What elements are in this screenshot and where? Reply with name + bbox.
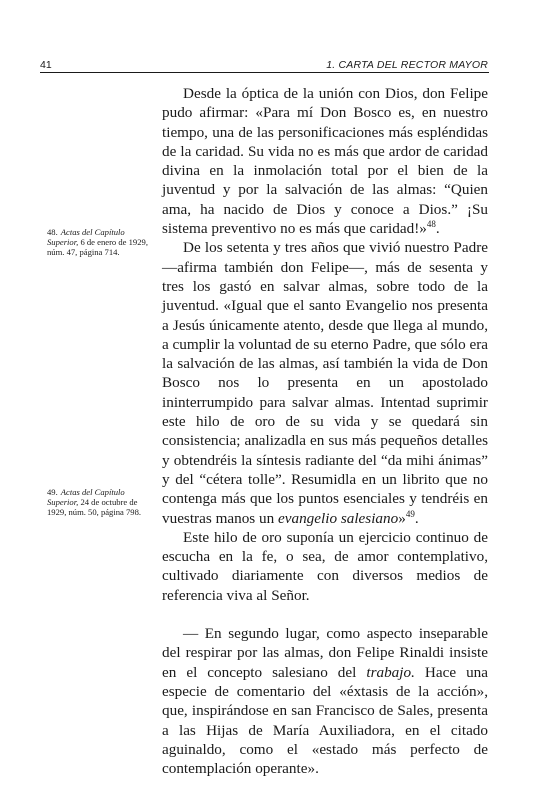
paragraph: Desde la óptica de la unión con Dios, don Felipe pudo afirmar: «Para mí Don Bosco es, en nuestro tiempo, una de las personificaciones más espléndidas de la caridad. Su vida no es más que ardor de caridad divina en la inmolación total por el bien de la juventud y por la salvación de las almas: “Quien ama, ha nacido de Dios y conoce a Dios.” ¡Su sistema preventivo no es más que caridad!»$^{48}$. (162, 85, 488, 238)
footnote-details: 24 de octubre de 1929, núm. 50, página 798. (47, 497, 142, 518)
footnote-48 (47, 227, 150, 258)
footnote-number: 48. (47, 227, 58, 237)
closing-quote: » (398, 509, 406, 527)
paragraph-text: — En segundo lugar, como aspecto inseparable del respirar por las almas, don Felipe Rinaldi insiste en el concepto salesiano del (162, 625, 488, 681)
paragraph: De los setenta y tres años que vivió nuestro Padre —afirma también don Felipe—, más de sesenta y tres los gastó en salvar almas, sobre todo de la juventud. «Igual que el santo Evangelio nos presenta a Jesús únicamente atento, desde que llega al mundo, a cumplir la voluntad de su eterno Padre, que sólo era la salvación de las almas, así también la vida de Don Bosco nos lo presenta en un apostolado ininterrumpido para salvar almas. Intentad suprimir este hilo de oro de su vida y se quedará sin consistencia; analizadla en sus más pequeños detalles y obtendréis la síntesis radiante del “da mihi ánimas” y del “cétera tolle”. Resumidla en un librito que no contenga más que los puntos esenciales y tendréis en vuestras manos un evangelio salesiano»$^{49}$. (162, 239, 489, 527)
italic-phrase: evangelio salesiano (278, 509, 399, 527)
main-text (162, 84, 488, 778)
footnote-ref: 49 (405, 508, 415, 519)
paragraph-text: Este hilo de oro suponía un ejercicio continuo de escucha en la fe, o sea, de amor contemplativo, cultivado diariamente con diversos medios de referencia viva al Señor. (162, 528, 488, 604)
italic-word: trabajo. (366, 663, 415, 681)
page-header (40, 58, 488, 72)
header-rule (40, 72, 489, 73)
footnote-number: 49. (47, 487, 58, 497)
footnote-49 (47, 487, 150, 518)
paragraph-text: Hace una especie de comentario del «éxtasis de la acción», que, inspirándose en san Francisco de Sales, presenta a las Hijas de María Auxiliadora, en el citado aguinaldo, como el «estado más perfecto de contemplación operante». (162, 663, 488, 778)
paragraph (162, 528, 488, 605)
footnote-source: Actas del Capítulo Superior, (47, 227, 125, 248)
running-head: 1. CARTA DEL RECTOR MAYOR (326, 59, 488, 71)
footnote-details: 6 de enero de 1929, núm. 47, página 714. (47, 237, 148, 258)
paragraph-text: De los setenta y tres años que vivió nuestro Padre —afirma también don Felipe—, más de sesenta y tres los gastó en salvar almas, sobre todo de la juventud. «Igual que el santo Evangelio nos presenta a Jesús únicamente atento, desde que llega al mundo, a cumplir la voluntad de su eterno Padre, que sólo era la salvación de las almas, así también la vida de Don Bosco nos lo presenta en un apostolado ininterrumpido para salvar almas. Intentad suprimir este hilo de oro de su vida y se quedará sin consistencia; analizadla en sus más pequeños detalles y obtendréis la síntesis radiante del “da mihi ánimas” y del “cétera tolle”. Resumidla en un librito que no contenga más que los puntos esenciales y tendréis en vuestras manos un (162, 239, 489, 527)
paragraph (162, 624, 488, 778)
page-number: 41 (40, 59, 52, 71)
footnote-ref: 48 (426, 219, 436, 230)
footnote-source: Actas del Capítulo Superior, (47, 487, 125, 508)
paragraph-text: Desde la óptica de la unión con Dios, don Felipe pudo afirmar: «Para mí Don Bosco es, en nuestro tiempo, una de las personificaciones más espléndidas de la caridad. Su vida no es más que ardor de caridad divina en la inmolación total por el bien de la juventud y por la salvación de las almas: “Quien ama, ha nacido de Dios y conoce a Dios.” ¡Su sistema preventivo no es más que caridad!» (162, 85, 488, 238)
